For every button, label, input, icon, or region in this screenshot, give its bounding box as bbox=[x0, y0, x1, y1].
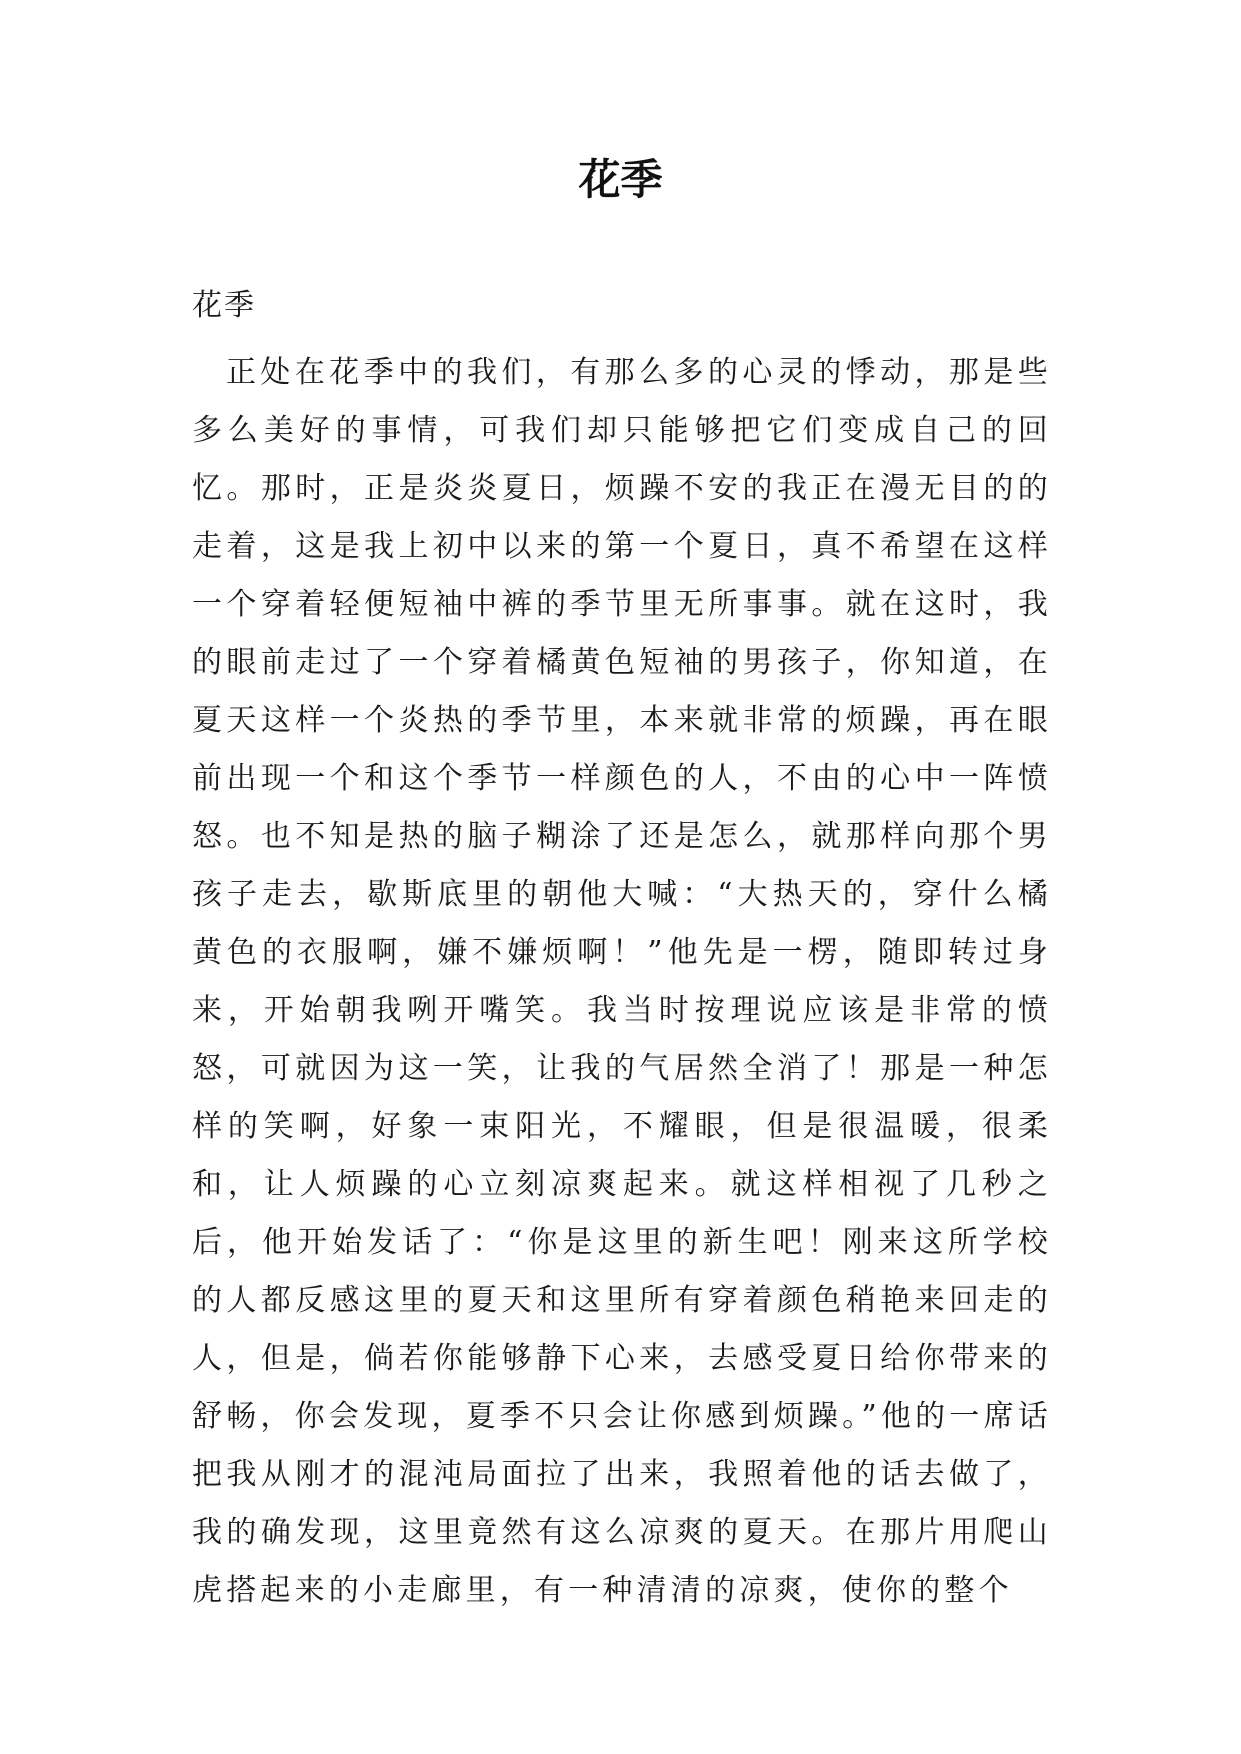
body-paragraph: 正处在花季中的我们，有那么多的心灵的悸动，那是些多么美好的事情，可我们却只能够把它们变成自己的回忆。那时，正是炎炎夏日，烦躁不安的我正在漫无目的的走着，这是我上初中以来的第一个夏日，真不希望在这样一个穿着轻便短袖中裤的季节里无所事事。就在这时，我的眼前走过了一个穿着橘黄色短袖的男孩子，你知道，在夏天这样一个炎热的季节里，本来就非常的烦躁，再在眼前出现一个和这个季节一样颜色的人，不由的心中一阵愤怒。也不知是热的脑子糊涂了还是怎么，就那样向那个男孩子走去，歇斯底里的朝他大喊：“大热天的，穿什么橘黄色的衣服啊，嫌不嫌烦啊！”他先是一楞，随即转过身来，开始朝我咧开嘴笑。我当时按理说应该是非常的愤怒，可就因为这一笑，让我的气居然全消了！那是一种怎样的笑啊，好象一束阳光，不耀眼，但是很温暖，很柔和，让人烦躁的心立刻凉爽起来。就这样相视了几秒之后，他开始发话了：“你是这里的新生吧！刚来这所学校的人都反感这里的夏天和这里所有穿着颜色稍艳来回走的人，但是，倘若你能够静下心来，去感受夏日给你带来的舒畅，你会发现，夏季不只会让你感到烦躁。”他的一席话把我从刚才的混沌局面拉了出来，我照着他的话去做了，我的确发现，这里竟然有这么凉爽的夏天。在那片用爬山虎搭起来的小走廊里，有一种清清的凉爽，使你的整个 bbox=[192, 355, 1052, 1608]
document-title: 花季 bbox=[578, 155, 663, 204]
document-subtitle: 花季 bbox=[192, 288, 256, 323]
